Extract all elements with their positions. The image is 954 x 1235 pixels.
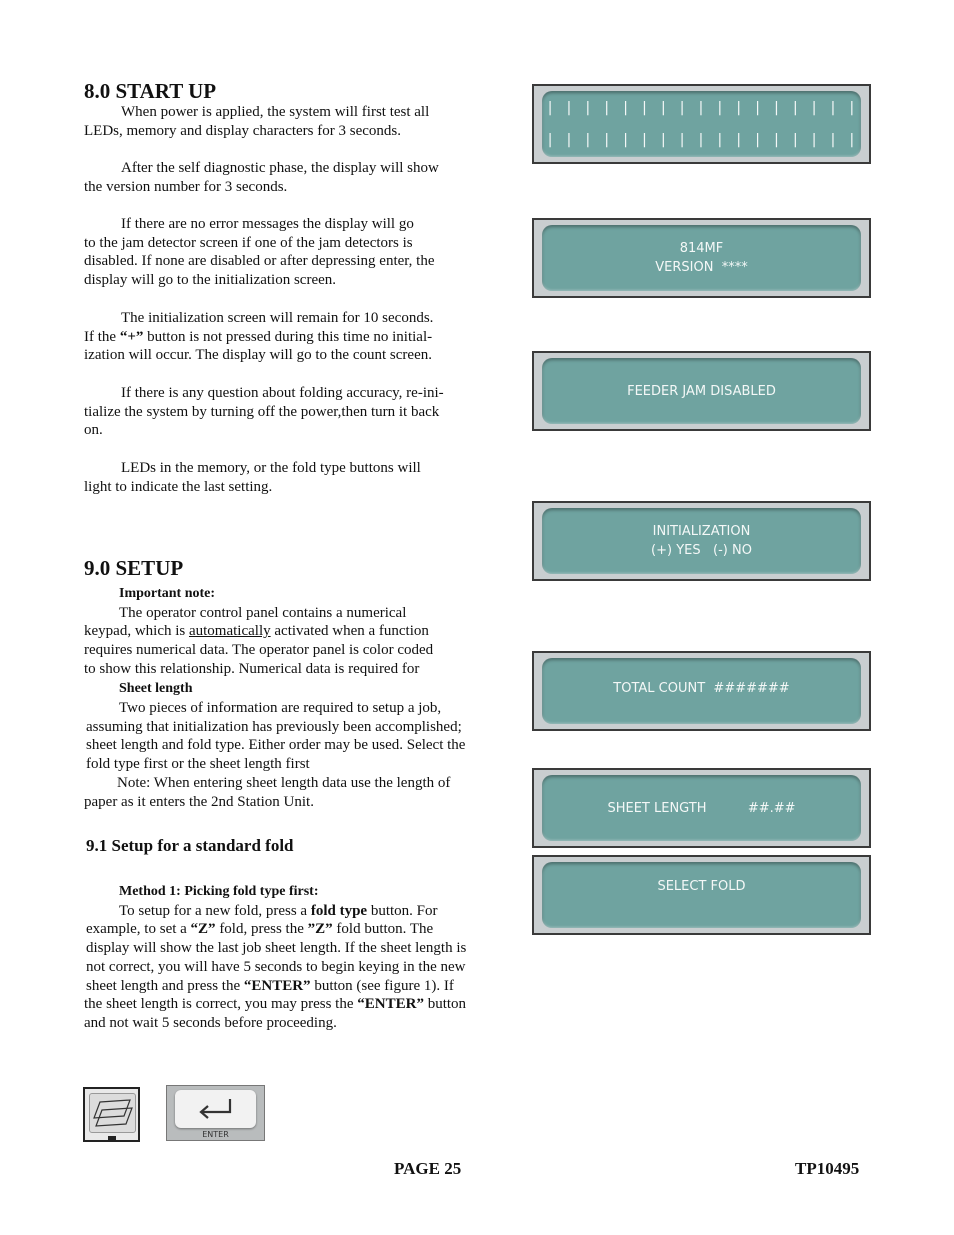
- return-arrow-icon: [175, 1090, 256, 1128]
- lcd-initialization-title: INITIALIZATION: [652, 524, 751, 539]
- lcd-screen: [542, 508, 861, 574]
- lcd-screen: [542, 775, 861, 841]
- paragraph-method-1: To setup for a new fold, press a fold type button. For example, to set a “Z” fold, press the ”Z” fold button. The display will show the last job sheet length. If the sheet length is not correct, you will have 5 seconds to begin keying in the new sheet length and press the “ENTER” button (see figure 1). If: [86, 902, 467, 994]
- paragraph-paper-note: paper as it enters the 2nd Station Unit.: [84, 793, 314, 810]
- lcd-screen: [542, 862, 861, 928]
- enter-button-label: ENTER: [202, 1130, 229, 1139]
- setup-body: [84, 584, 504, 698]
- lcd-screen: [542, 358, 861, 424]
- paragraph-version: After the self diagnostic phase, the display will show the version number for 3 seconds.: [84, 160, 439, 195]
- paragraph-initialization: The initialization screen will remain for 10 seconds. If the “+” button is not pressed during this time no initial- ization will occur. The display will go to the count screen.: [84, 310, 434, 364]
- sheet-length-label: Sheet length: [119, 680, 193, 696]
- lcd-display-select-fold: [532, 855, 871, 935]
- lcd-display-initialization: [532, 501, 871, 581]
- standard-fold-body: [86, 882, 506, 1033]
- lcd-select-fold-text: SELECT FOLD: [657, 878, 746, 894]
- fold-sheets-icon: [90, 1094, 135, 1132]
- paragraph-self-test: When power is applied, the system will first test all LEDs, memory and display characters for 3 seconds.: [84, 104, 430, 139]
- lcd-screen: [542, 91, 861, 157]
- page-number: PAGE 25: [394, 1159, 462, 1178]
- lcd-display-self-test: [532, 84, 871, 164]
- lcd-feeder-jam-text: FEEDER JAM DISABLED: [627, 383, 776, 399]
- lcd-display-sheet-length: [532, 768, 871, 848]
- enter-button[interactable]: [166, 1085, 265, 1141]
- important-note: Important note:: [119, 586, 216, 601]
- fold-type-button[interactable]: [83, 1087, 140, 1142]
- document-id: TP10495: [795, 1159, 860, 1178]
- paragraph-jam-detector: If there are no error messages the display will go to the jam detector screen if one of the jam detectors is disabled. If none are disabled or after depressing enter, the display will go to the initialization screen.: [84, 216, 435, 289]
- enter-key-face: [175, 1090, 256, 1128]
- lcd-display-total-count: [532, 651, 871, 731]
- lcd-initialization-options: (+) YES (-) NO: [651, 543, 752, 558]
- lcd-display-feeder-jam: [532, 351, 871, 431]
- section-heading-start-up: 8.0 START UP: [84, 79, 217, 103]
- paragraph-leds: LEDs in the memory, or the fold type buttons will light to indicate the last setting.: [84, 460, 421, 495]
- lcd-screen: [542, 658, 861, 724]
- fold-button-indicator: [108, 1136, 116, 1140]
- lcd-display-version: [532, 218, 871, 298]
- paragraph-two-pieces: Two pieces of information are required to setup a job, assuming that initialization has previously been accomplished; sheet length and fold type. Either order may be used. Select the fold type first or the sheet length first Note: When entering sheet length data use the length of: [86, 700, 466, 791]
- lcd-version-model: 814MF: [679, 241, 724, 256]
- lcd-version-number: VERSION ****: [655, 260, 748, 275]
- section-heading-setup: 9.0 SETUP: [84, 556, 184, 580]
- paragraph-method-1-end: the sheet length is correct, you may press the “ENTER” button and not wait 5 seconds before proceeding.: [84, 996, 467, 1031]
- lcd-bars-line-2: | | | | | | | | | | | | | | | | |: [545, 132, 858, 148]
- start-up-body: [84, 103, 504, 140]
- paragraph-keypad: The operator control panel contains a numerical keypad, which is automatically activated when a function requires numerical data. The operator panel is color coded to show this relationship. Numerical data is required for: [84, 604, 434, 677]
- lcd-sheet-length-text: SHEET LENGTH ##.##: [607, 800, 796, 816]
- lcd-total-count-text: TOTAL COUNT #######: [613, 680, 790, 696]
- paragraph-reinitialize: If there is any question about folding accuracy, re-ini- tialize the system by turning off the power,then turn it back on.: [84, 385, 444, 439]
- subsection-heading-standard-fold: 9.1 Setup for a standard fold: [86, 836, 294, 855]
- method-heading: Method 1: Picking fold type first:: [119, 884, 319, 899]
- lcd-bars-line-1: | | | | | | | | | | | | | | | | |: [545, 100, 858, 116]
- lcd-screen: [542, 225, 861, 291]
- fold-button-face: [89, 1093, 136, 1133]
